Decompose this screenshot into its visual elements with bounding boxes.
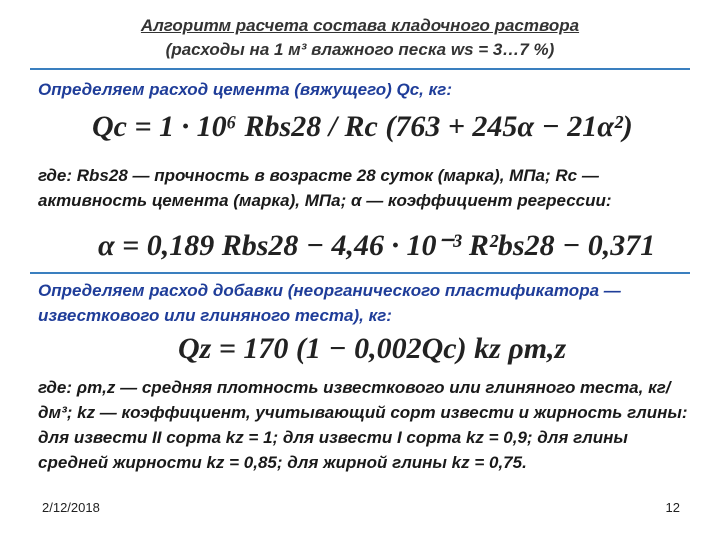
divider-line-2 <box>30 272 690 274</box>
formula-additive-text: Qz = 170 (1 − 0,002Qc) kz ρm,z <box>178 332 567 365</box>
section-heading-additive: Определяем расход добавки (неорганического пластификатора — известкового или глиняного теста), кг: <box>38 281 621 325</box>
slide-number: 12 <box>665 500 680 515</box>
section-heading-cement: Определяем расход цемента (вяжущего) Qc, кг: <box>38 80 452 99</box>
formula-additive <box>178 332 566 366</box>
divider-line <box>30 68 690 70</box>
title-line-2: (расходы на 1 м³ влажного песка ws = 3…7 %) <box>165 40 555 59</box>
formula-alpha <box>98 228 655 263</box>
formula-cement-text: Qc = 1 · 10⁶ Rbs28 / Rc (763 + 245α − 21α²) <box>92 110 633 143</box>
title-line-1: Алгоритм расчета состава кладочного раствора <box>140 16 580 35</box>
additive-explanation: где: ρm,z — средняя плотность известкового или глиняного теста, кг/дм³; kz — коэффициент, учитывающий сорт извести и жирность глины: для извести II сорта kz = 1; для извести I сорта kz = 0,9; для глины средней жирности kz = 0,85; для жирной глины kz = 0,75. <box>38 378 688 472</box>
formula-alpha-text: α = 0,189 Rbs28 − 4,46 · 10⁻³ R²bs28 − 0,371 <box>98 229 656 262</box>
slide-title <box>0 14 720 62</box>
formula-cement <box>92 110 633 144</box>
slide-date: 2/12/2018 <box>42 500 100 515</box>
cement-explanation: где: Rbs28 — прочность в возрасте 28 суток (марка), МПа; Rc — активность цемента (марка), МПа; α — коэффициент регрессии: <box>38 166 612 210</box>
